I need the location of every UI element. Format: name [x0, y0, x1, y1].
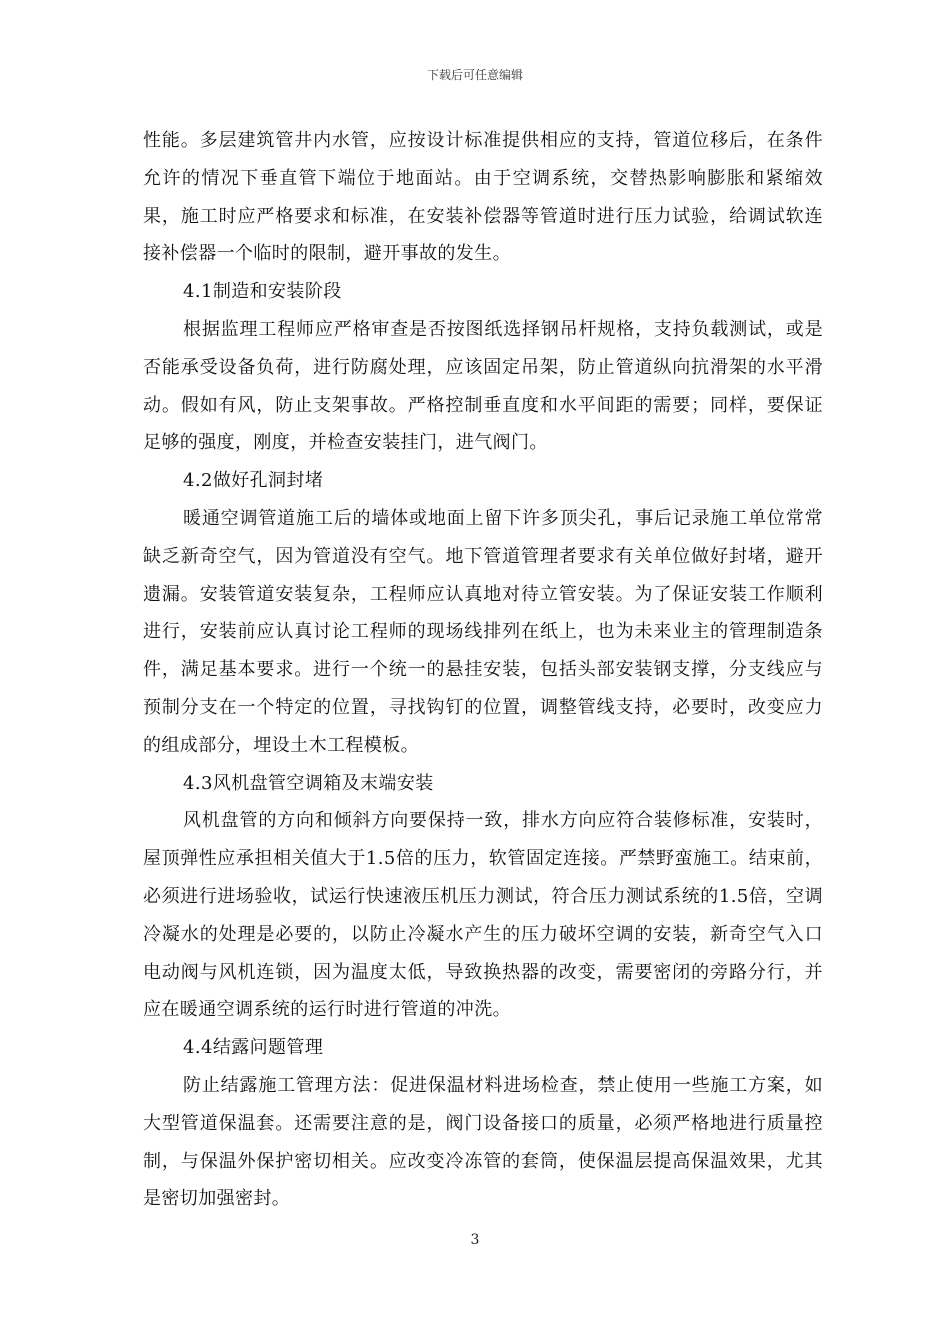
section-heading-4-2: 4.2做好孔洞封堵 — [183, 470, 324, 492]
paragraph-4-1: 根据监理工程师应严格审查是否按图纸选择钢吊杆规格，支持负载测试，或是否能承受设备负荷，进行防腐处理，应该固定吊架，防止管道纵向抗滑架的水平滑动。假如有风，防止支架事故。严格控制垂直度和水平间距的需要；同样，要保证足够的强度，刚度，并检查安装挂门，进气阀门。 — [143, 318, 823, 454]
paragraph-4-4: 防止结露施工管理方法：促进保温材料进场检查，禁止使用一些施工方案，如大型管道保温套。还需要注意的是，阀门设备接口的质量，必须严格地进行质量控制，与保温外保护密切相关。应改变冷冻管的套筒，使保温层提高保温效果，尤其是密切加强密封。 — [143, 1074, 823, 1210]
document-body — [143, 122, 823, 1218]
page-number: 3 — [470, 1232, 480, 1248]
page-header: 下载后可任意编辑 — [426, 68, 523, 82]
section-heading-4-4: 4.4结露问题管理 — [183, 1037, 324, 1059]
paragraph-4-3: 风机盘管的方向和倾斜方向要保持一致，排水方向应符合装修标准，安装时，屋顶弹性应承担相关值大于1.5倍的压力，软管固定连接。严禁野蛮施工。结束前，必须进行进场验收，试运行快速液压机压力测试，符合压力测试系统的1.5倍，空调冷凝水的处理是必要的，以防止冷凝水产生的压力破坏空调的安装，新奇空气入口电动阀与风机连锁，因为温度太低，导致换热器的改变，需要密闭的旁路分行，并应在暖通空调系统的运行时进行管道的冲洗。 — [143, 810, 823, 1021]
paragraph-continued: 性能。多层建筑管井内水管，应按设计标准提供相应的支持，管道位移后，在条件允许的情况下垂直管下端位于地面站。由于空调系统，交替热影响膨胀和紧缩效果，施工时应严格要求和标准，在安装补偿器等管道时进行压力试验，给调试软连接补偿器一个临时的限制，避开事故的发生。 — [143, 130, 823, 265]
section-heading-4-1: 4.1制造和安装阶段 — [183, 281, 342, 303]
paragraph-4-2: 暖通空调管道施工后的墙体或地面上留下许多顶尖孔，事后记录施工单位常常缺乏新奇空气，因为管道没有空气。地下管道管理者要求有关单位做好封堵，避开遗漏。安装管道安装复杂，工程师应认真地对待立管安装。为了保证安装工作顺利进行，安装前应认真讨论工程师的现场线排列在纸上，也为未来业主的管理制造条件，满足基本要求。进行一个统一的悬挂安装，包括头部安装钢支撑，分支线应与预制分支在一个特定的位置，寻找钩钉的位置，调整管线支持，必要时，改变应力的组成部分，埋设土木工程模板。 — [143, 507, 823, 756]
section-heading-4-3: 4.3风机盘管空调箱及末端安装 — [183, 772, 434, 794]
